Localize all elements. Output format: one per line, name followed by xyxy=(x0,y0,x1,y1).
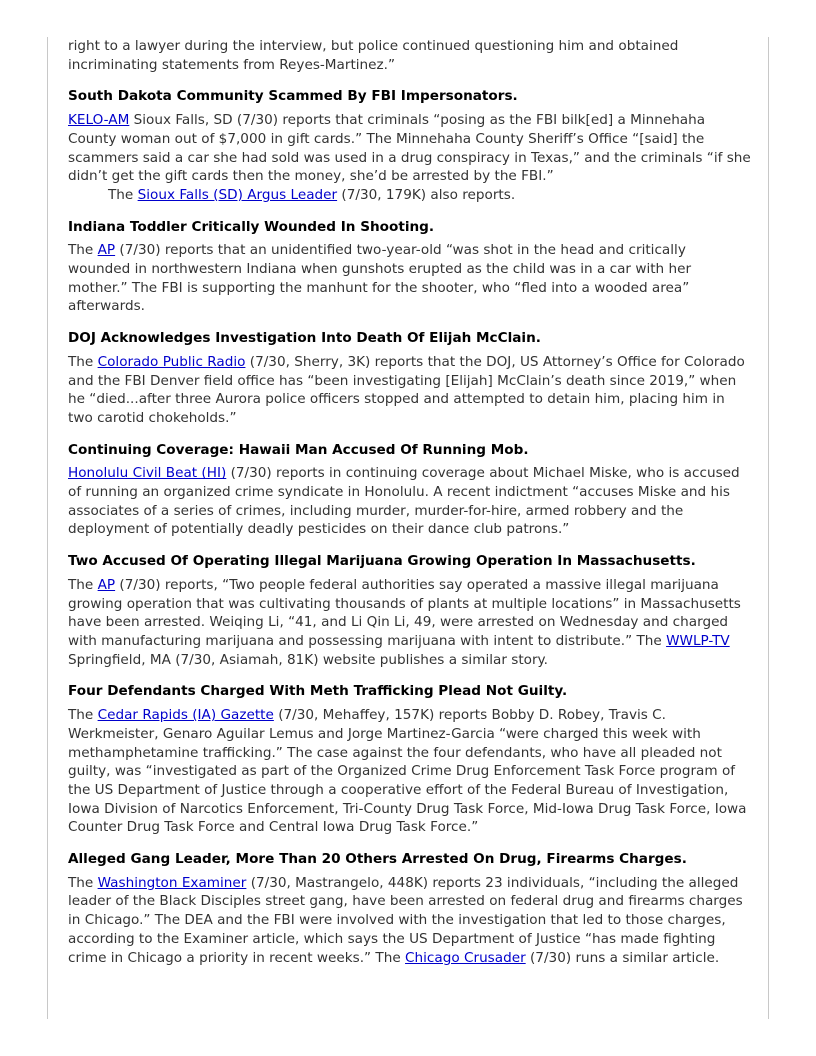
source-link[interactable]: Honolulu Civil Beat (HI) xyxy=(68,465,227,482)
body-text-prefix: The xyxy=(108,186,138,203)
right-border-line xyxy=(768,37,769,1019)
article-body xyxy=(68,241,752,316)
intro-paragraph: right to a lawyer during the interview, but police continued questioning him and obtained incriminating statements from Reyes-Martinez.” xyxy=(68,38,679,73)
article-body xyxy=(68,576,752,670)
left-border-line xyxy=(47,37,48,1019)
body-text-prefix: The xyxy=(68,874,98,891)
source-link[interactable]: Colorado Public Radio xyxy=(97,353,246,370)
body-text: (7/30, Mastrangelo, 448K) reports 23 individuals, “including the alleged leader of the Black Disciples street gang, have been arrested on federal drug and firearms charges in Chicago.” The DEA and the FBI were involved with the investigation that led to those charges, according to the Examiner article, which says the US Department of Justice “has made fighting crime in Chicago a priority in recent weeks.” The xyxy=(68,874,743,966)
body-text: (7/30, 179K) also reports. xyxy=(337,186,516,203)
source-link-secondary[interactable]: Chicago Crusader xyxy=(405,949,526,966)
body-text-prefix: The xyxy=(68,707,98,724)
body-text: (7/30) runs a similar article. xyxy=(525,949,720,966)
body-text: Springfield, MA (7/30, Asiamah, 81K) website publishes a similar story. xyxy=(68,651,548,668)
source-link[interactable]: Cedar Rapids (IA) Gazette xyxy=(97,707,274,724)
article-headline: South Dakota Community Scammed By FBI Impersonators. xyxy=(68,88,518,105)
body-text: (7/30, Mehaffey, 157K) reports Bobby D. Robey, Travis C. Werkmeister, Genaro Aguilar Lemus and Jorge Martinez-Garcia “were charged this week with methamphetamine trafficking.” The case against the four defendants, who have all pleaded not guilty, was “investigated as part of the Organized Crime Drug Enforcement Task Force program of the US Department of Justice through a cooperative effort of the Federal Bureau of Investigation, Iowa Division of Narcotics Enforcement, Tri-County Drug Task Force, Mid-Iowa Drug Task Force, Iowa Counter Drug Task Force and Central Iowa Drug Task Force.” xyxy=(68,707,747,836)
article-headline: Indiana Toddler Critically Wounded In Shooting. xyxy=(68,218,435,235)
body-text-prefix: The xyxy=(68,576,98,593)
news-clips-column xyxy=(68,37,752,967)
source-link-secondary[interactable]: WWLP-TV xyxy=(666,632,730,649)
article-body xyxy=(68,706,752,837)
article-body xyxy=(68,874,752,968)
body-text-prefix: The xyxy=(68,353,98,370)
body-text: (7/30) reports, “Two people federal authorities say operated a massive illegal marijuana growing operation that was cultivating thousands of plants at multiple locations” in Massachusetts have been arrested. Weiqing Li, “41, and Li Qin Li, 49, were arrested on Wednesday and charged with manufacturing marijuana and possessing marijuana with intent to distribute.” The xyxy=(68,576,741,649)
source-link[interactable]: AP xyxy=(97,576,116,593)
article-headline: Alleged Gang Leader, More Than 20 Others Arrested On Drug, Firearms Charges. xyxy=(68,851,687,868)
article-body xyxy=(68,353,752,428)
article-headline: Two Accused Of Operating Illegal Marijuana Growing Operation In Massachusetts. xyxy=(68,553,696,570)
body-text: Sioux Falls, SD (7/30) reports that criminals “posing as the FBI bilk[ed] a Minnehaha County woman out of $7,000 in gift cards.” The Minnehaha County Sheriff’s Office “[said] the scammers said a car she had sold was used in a drug conspiracy in Texas,” and the criminals “if she didn’t get the gift cards then the money, she’d be arrested by the FBI.” xyxy=(68,112,751,185)
article-body-continued xyxy=(68,186,752,205)
article-body xyxy=(68,464,752,539)
body-text: (7/30) reports that an unidentified two-year-old “was shot in the head and critically wounded in northwestern Indiana when gunshots erupted as the child was in a car with her mother.” The FBI is supporting the manhunt for the shooter, who “fled into a wooded area” afterwards. xyxy=(68,242,692,315)
source-link[interactable]: Washington Examiner xyxy=(97,874,247,891)
article-headline: Four Defendants Charged With Meth Trafficking Plead Not Guilty. xyxy=(68,683,568,700)
source-link[interactable]: AP xyxy=(97,242,116,259)
source-link[interactable]: Sioux Falls (SD) Argus Leader xyxy=(137,186,338,203)
body-text-prefix: The xyxy=(68,242,98,259)
body-text: (7/30) reports in continuing coverage about Michael Miske, who is accused of running an organized crime syndicate in Honolulu. A recent indictment “accuses Miske and his associates of a series of crimes, including murder, murder-for-hire, armed robbery and the deployment of potentially deadly pesticides on their dance club patrons.” xyxy=(68,465,740,538)
article-headline: Continuing Coverage: Hawaii Man Accused Of Running Mob. xyxy=(68,441,529,458)
body-text: (7/30, Sherry, 3K) reports that the DOJ, US Attorney’s Office for Colorado and the FBI Denver field office has “been investigating [Elijah] McClain’s death since 2019,” when he “died...after three Aurora police officers stopped and attempted to detain him, placing him in two carotid chokeholds.” xyxy=(68,353,745,426)
article-body xyxy=(68,111,752,186)
article-headline: DOJ Acknowledges Investigation Into Death Of Elijah McClain. xyxy=(68,330,541,347)
source-link[interactable]: KELO-AM xyxy=(68,112,130,129)
